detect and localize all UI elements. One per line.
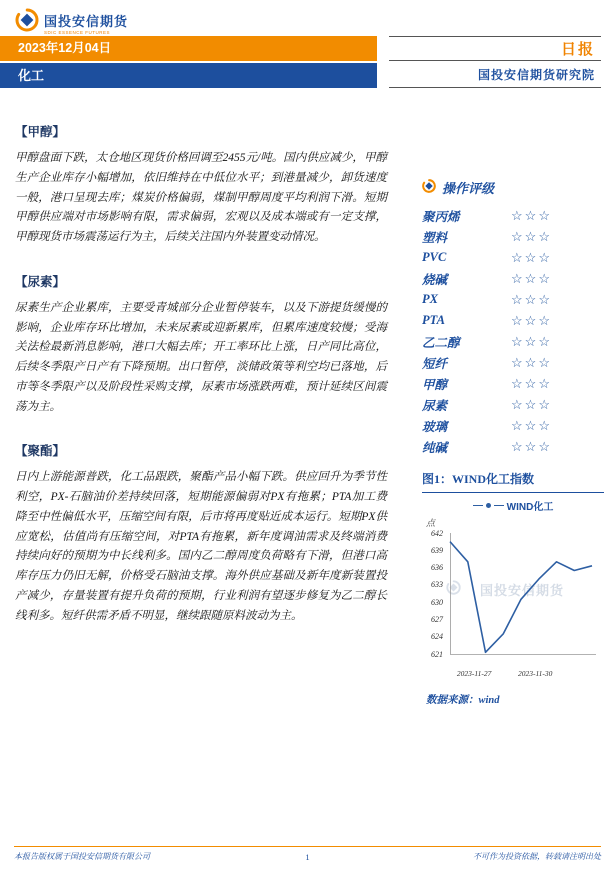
legend-marker-icon xyxy=(486,503,491,508)
ratings-title: 操作评级 xyxy=(442,181,495,196)
rating-name: 甲醇 xyxy=(422,377,448,392)
page-number: 1 xyxy=(305,852,310,862)
rating-row xyxy=(422,436,552,457)
article-body: 尿素生产企业累库，主要受青城部分企业暂停装车，以及下游提货缓慢的影响，企业库存环比增加，未来尿素或迎新累库，但累库速度较慢；受海关法检最新消息影响，港口大幅去库；开工率环比上涨，日产同比高位，后续冬季限产日产有下降预期。出口暂停，淡储政策等利空均已落地，后市等冬季限产以及阶段性采购支撑，尿素市场涨跌两难，预计延续区间震荡为主。 xyxy=(15,301,387,413)
rating-name: 乙二醇 xyxy=(422,335,460,350)
section-title: 化工 xyxy=(18,68,45,83)
article-body: 甲醇盘面下跌，太仓地区现货价格回调至2455元/吨。国内供应减少，甲醇生产企业库存小幅增加，依旧维持在中低位水平；到港量减少，卸货速度一般，港口呈现去库；煤炭价格偏弱，煤制甲醇周度平均利润下滑。短期甲醇供应端对市场影响有限，需求偏弱，宏观以及成本端或有一定支撑，甲醇现货市场震荡运行为主，后续关注国内外装置变动情况。 xyxy=(15,152,387,244)
footer-divider xyxy=(14,846,601,847)
y-axis-ticks xyxy=(422,528,446,668)
rating-row xyxy=(422,415,552,436)
rating-row xyxy=(422,226,552,247)
article-body: 日内上游能源普跌，化工品跟跌，聚酯产品小幅下跌。供应回升为季节性利空，PX-石脑油价差持续回落，短期能源偏弱对PX有拖累；PTA加工费降至中性偏低水平，压缩空间有限，后市将再度贴近成本运行。短期PX供应宽松，估值尚有压缩空间，对PTA有拖累，新年度调油需求及终端消费持续向好的预期为中长线利多。国内乙二醇周度负荷略有下滑，但港口高库存压力仍旧无解，价格受石脑油支撑。海外供应基础及新年度新装置投产减少，存量装置有提升负荷的预期，行业利润有望逐步修复为乙二醇长线利多。短纤供需矛盾不明显，继续跟随原料波动为主。 xyxy=(15,471,387,622)
rating-row xyxy=(422,310,552,331)
rating-row xyxy=(422,247,552,268)
date-band xyxy=(0,36,377,61)
rating-stars: ☆☆☆ xyxy=(511,376,552,391)
x-tick-label: 2023-11-30 xyxy=(517,669,553,678)
y-tick-label: 624 xyxy=(431,632,443,642)
data-source: 数据来源：wind xyxy=(426,695,500,706)
rating-row xyxy=(422,352,552,373)
rating-row xyxy=(422,289,552,310)
rating-stars: ☆☆☆ xyxy=(511,313,552,328)
report-type-row xyxy=(389,36,601,61)
chart-legend xyxy=(422,498,604,513)
institute-name: 国投安信期货研究院 xyxy=(477,68,595,82)
rating-stars: ☆☆☆ xyxy=(511,355,552,370)
rating-row xyxy=(422,394,552,415)
article-methanol xyxy=(15,122,387,248)
rating-name: 塑料 xyxy=(422,230,448,245)
ratings-header-icon xyxy=(422,179,436,197)
side-column xyxy=(422,178,604,707)
legend-label: WIND化工 xyxy=(506,502,554,513)
header-right-box xyxy=(389,36,601,88)
article-title: 【聚酯】 xyxy=(15,444,66,459)
y-tick-label: 636 xyxy=(431,563,443,573)
rating-stars: ☆☆☆ xyxy=(511,439,552,454)
watermark-text: 国投安信期货 xyxy=(479,583,564,598)
section-band xyxy=(0,63,377,88)
y-tick-label: 639 xyxy=(431,545,443,555)
chart-plot xyxy=(422,528,604,668)
rating-row xyxy=(422,268,552,289)
brand-logo-icon xyxy=(15,8,39,37)
ratings-header xyxy=(422,178,604,197)
rating-stars: ☆☆☆ xyxy=(511,271,552,286)
rating-stars: ☆☆☆ xyxy=(511,334,552,349)
x-axis-ticks xyxy=(446,668,598,680)
rating-stars: ☆☆☆ xyxy=(511,208,552,223)
y-tick-label: 630 xyxy=(431,597,443,607)
y-tick-label: 627 xyxy=(431,614,443,624)
y-tick-label: 621 xyxy=(431,649,443,659)
rating-row xyxy=(422,205,552,226)
rating-row xyxy=(422,373,552,394)
rating-name: 烧碱 xyxy=(422,272,448,287)
institute-row xyxy=(389,62,601,88)
figure-caption: 图1：WIND化工指数 xyxy=(422,470,604,493)
article-title: 【甲醇】 xyxy=(15,125,66,139)
brand-subname: SDIC ESSENCE FUTURES xyxy=(44,29,111,35)
chart-canvas xyxy=(446,528,598,668)
article-column xyxy=(15,122,387,651)
legend-line xyxy=(494,505,504,506)
rating-stars: ☆☆☆ xyxy=(511,418,552,433)
rating-row xyxy=(422,331,552,352)
wind-chart xyxy=(422,498,604,680)
x-tick-label: 2023-11-27 xyxy=(456,669,492,678)
y-axis-unit: 点 xyxy=(426,518,436,528)
footer-copyright: 本报告版权属于国投安信期货有限公司 xyxy=(14,852,150,861)
rating-name: PTA xyxy=(422,313,445,327)
rating-name: 玻璃 xyxy=(422,419,448,434)
y-tick-label: 642 xyxy=(431,528,443,538)
rating-stars: ☆☆☆ xyxy=(511,292,552,307)
rating-name: PX xyxy=(422,292,438,306)
rating-name: 短纤 xyxy=(422,356,448,371)
y-tick-label: 633 xyxy=(431,580,443,590)
brand-name: 国投安信期货 xyxy=(44,13,129,29)
rating-name: PVC xyxy=(422,250,447,264)
article-polyester xyxy=(15,441,387,626)
ratings-list xyxy=(422,205,552,457)
report-type: 日报 xyxy=(560,41,595,58)
rating-name: 纯碱 xyxy=(422,440,448,455)
article-title: 【尿素】 xyxy=(15,274,66,289)
article-urea xyxy=(15,272,387,418)
rating-stars: ☆☆☆ xyxy=(511,229,552,244)
rating-stars: ☆☆☆ xyxy=(511,397,552,412)
footer-disclaimer: 不可作为投资依据，转载请注明出处 xyxy=(473,852,601,861)
rating-name: 尿素 xyxy=(422,398,448,413)
report-date: 2023年12月04日 xyxy=(18,41,112,55)
legend-line xyxy=(473,505,483,506)
rating-name: 聚丙烯 xyxy=(422,209,460,224)
rating-stars: ☆☆☆ xyxy=(511,250,552,265)
brand-logo xyxy=(15,8,128,37)
